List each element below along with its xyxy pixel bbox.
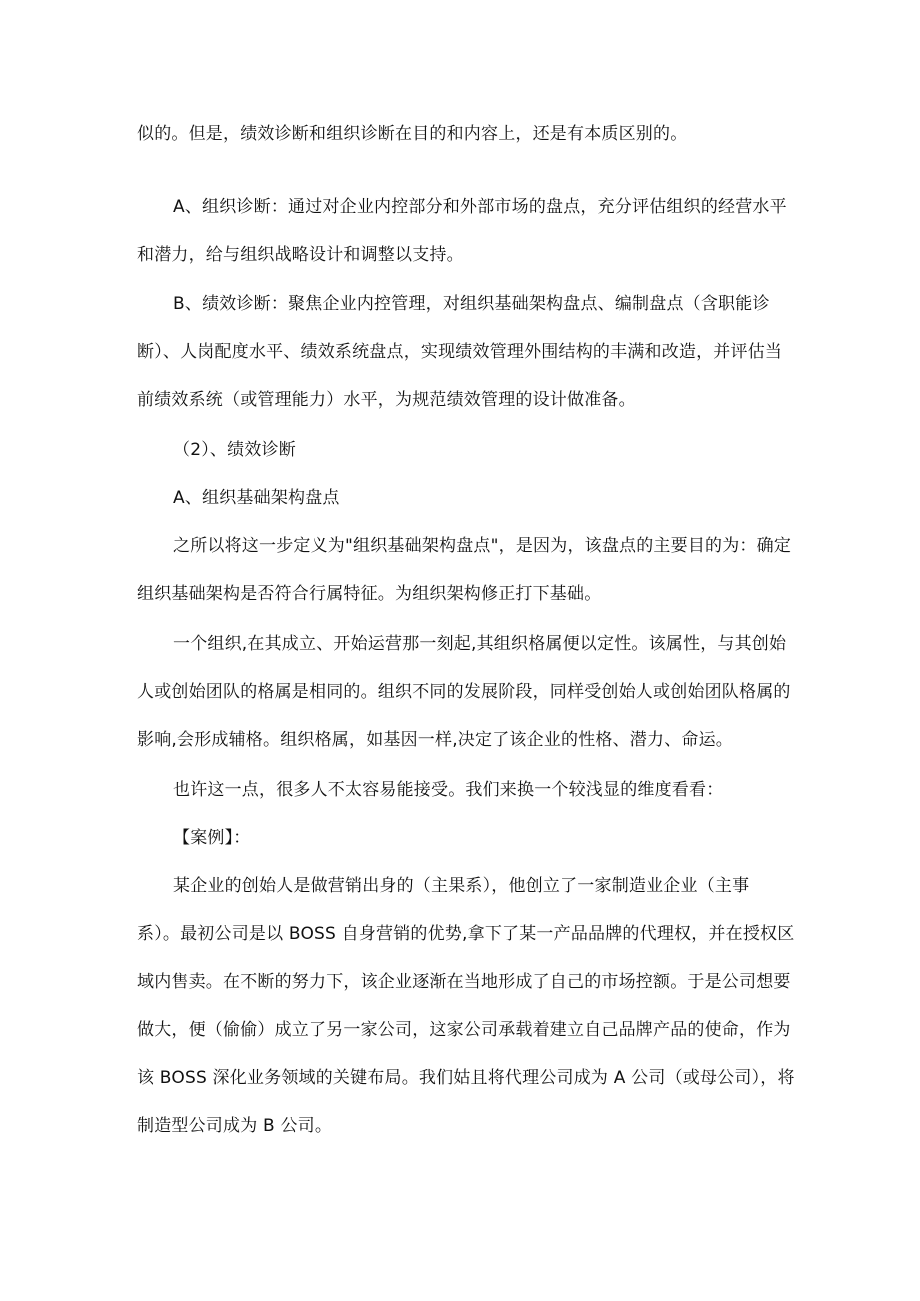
paragraph-org-attribute [137,620,791,764]
text-line: 影响,会形成辅格。组织格属，如基因一样,决定了该企业的性格、潜力、命运。 [137,730,734,750]
paragraph-definition [137,522,792,618]
text-line: 某企业的创始人是做营销出身的（主果系），他创立了一家制造业企业（主事 [173,876,750,896]
text-line: A、组织诊断：通过对企业内控部分和外部市场的盘点，充分评估组织的经营水平 [173,197,787,217]
text-line: 组织基础架构是否符合行属特征。为组织架构修正打下基础。 [137,584,602,604]
paragraph-perspective [137,766,787,814]
text-line: B、绩效诊断：聚焦企业内控管理，对组织基础架构盘点、编制盘点（含职能诊 [173,294,770,314]
text-line: 人或创始团队的格属是相同的。组织不同的发展阶段，同样受创始人或创始团队格属的 [137,682,791,702]
text-line: 制造型公司成为 B 公司。 [137,1116,333,1136]
paragraph-case [137,862,795,1150]
paragraph-org-diagnosis [137,183,787,279]
text-line: 域内售卖。在不断的努力下，该企业逐渐在当地形成了自己的市场控额。于是公司想要 [137,972,791,992]
text-line: 和潜力，给与组织战略设计和调整以支持。 [137,245,464,265]
text-line: 一个组织,在其成立、开始运营那一刻起,其组织格属便以定性。该属性，与其创始 [173,634,787,654]
text-line: 【案例】： [173,828,251,848]
section-heading-2 [137,426,787,474]
text-line: 似的。但是，绩效诊断和组织诊断在目的和内容上，还是有本质区别的。 [137,124,688,144]
text-line: 系）。最初公司是以 BOSS 自身营销的优势,拿下了某一产品品牌的代理权，并在授权区 [137,924,795,944]
text-line: 也许这一点，很多人不太容易能接受。我们来换一个较浅显的维度看看： [173,780,724,800]
text-line: A、组织基础架构盘点 [173,488,340,508]
text-line: 做大，便（偷偷）成立了另一家公司，这家公司承载着建立自己品牌产品的使命，作为 [137,1020,791,1040]
subheading-org-structure [137,474,787,522]
text-line: 前绩效系统（或管理能力）水平，为规范绩效管理的设计做准备。 [137,390,636,410]
case-heading [137,814,787,862]
text-line: 断）、人岗配度水平、绩效系统盘点，实现绩效管理外围结构的丰满和改造，并评估当 [137,342,783,362]
paragraph-intro [137,110,787,158]
text-line: （2）、绩效诊断 [173,440,296,460]
text-line: 之所以将这一步定义为"组织基础架构盘点"，是因为，该盘点的主要目的为：确定 [173,536,792,556]
text-line: 该 BOSS 深化业务领域的关键布局。我们姑且将代理公司成为 A 公司（或母公司），将 [137,1068,795,1088]
paragraph-performance-diagnosis [137,280,787,424]
